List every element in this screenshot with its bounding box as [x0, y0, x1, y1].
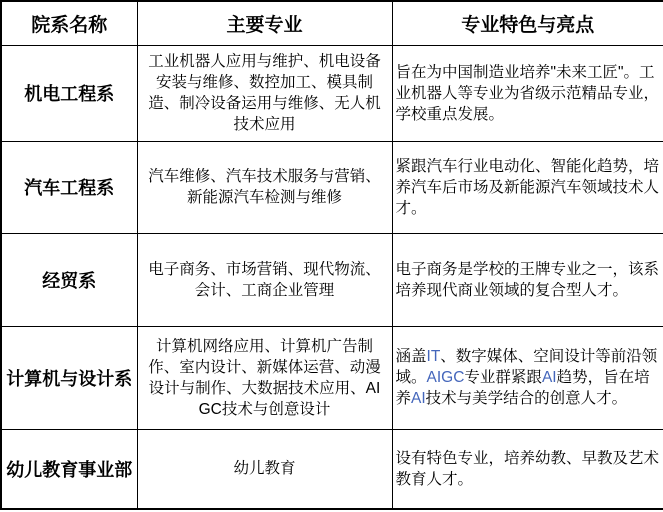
table-row [1, 429, 663, 509]
department-name-cell: 汽车工程系 [1, 141, 137, 233]
department-name-cell: 计算机与设计系 [1, 326, 137, 429]
features-cell: 旨在为中国制造业培养"未来工匠"。工业机器人等专业为省级示范精品专业，学校重点发展。 [392, 45, 663, 141]
department-name-cell: 经贸系 [1, 233, 137, 326]
latin-text: AI [541, 369, 557, 386]
latin-text: AIGC [426, 369, 465, 386]
table-row [1, 141, 663, 233]
header-row [1, 1, 663, 45]
features-cell: 紧跟汽车行业电动化、智能化趋势，培养汽车后市场及新能源汽车领域技术人才。 [392, 141, 663, 233]
table-row [1, 326, 663, 429]
features-cell: 设有特色专业，培养幼教、早教及艺术教育人才。 [392, 429, 663, 509]
table-row [1, 233, 663, 326]
majors-cell: 工业机器人应用与维护、机电设备安装与维修、数控加工、模具制造、制冷设备运用与维修、无人机技术应用 [137, 45, 392, 141]
features-cell: 涵盖IT、数字媒体、空间设计等前沿领域。AIGC专业群紧跟AI趋势，旨在培养AI技术与美学结合的创意人才。 [392, 326, 663, 429]
column-header-department: 院系名称 [1, 1, 137, 45]
majors-cell: 电子商务、市场营销、现代物流、会计、工商企业管理 [137, 233, 392, 326]
column-header-majors: 主要专业 [137, 1, 392, 45]
latin-text: IT [426, 348, 441, 365]
table-row [1, 45, 663, 141]
features-cell: 电子商务是学校的王牌专业之一，该系培养现代商业领域的复合型人才。 [392, 233, 663, 326]
majors-cell: 汽车维修、汽车技术服务与营销、新能源汽车检测与维修 [137, 141, 392, 233]
latin-text: AI [411, 390, 426, 407]
department-name-cell: 幼儿教育事业部 [1, 429, 137, 509]
department-name-cell: 机电工程系 [1, 45, 137, 141]
column-header-features: 专业特色与亮点 [392, 1, 663, 45]
majors-cell: 幼儿教育 [137, 429, 392, 509]
majors-cell: 计算机网络应用、计算机广告制作、室内设计、新媒体运营、动漫设计与制作、大数据技术应用、AIGC技术与创意设计 [137, 326, 392, 429]
